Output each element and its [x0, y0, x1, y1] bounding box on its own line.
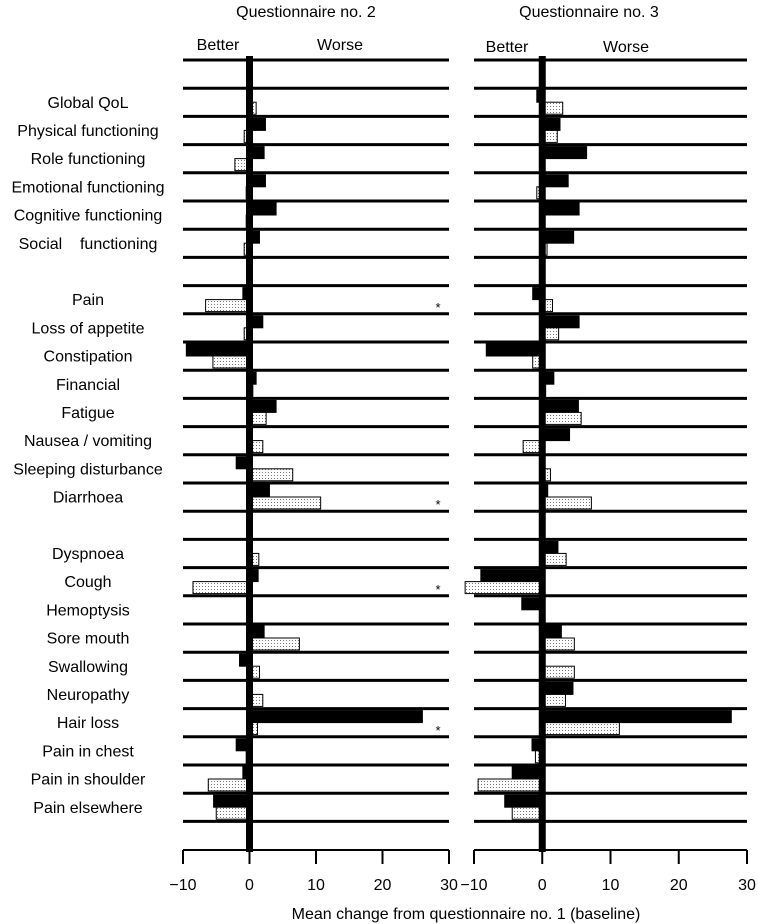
- category-label: Loss of appetite: [31, 320, 145, 338]
- category-label: Neuropathy: [46, 687, 130, 704]
- significance-mark: *: [435, 299, 441, 315]
- better-label-q3: Better: [485, 39, 529, 56]
- x-axis-title: Mean change from questionnaire no. 1 (baseline): [291, 906, 641, 923]
- category-label: Pain elsewhere: [33, 799, 143, 817]
- x-tick-label: 20: [669, 877, 688, 894]
- bar-dotted: [250, 469, 293, 481]
- bar-dotted: [542, 412, 581, 424]
- bar-solid: [542, 429, 569, 441]
- bar-solid: [542, 682, 573, 694]
- category-label: Pain in chest: [42, 743, 134, 761]
- significance-mark: *: [435, 722, 441, 738]
- category-label: Financial: [55, 376, 121, 394]
- bar-solid: [214, 795, 250, 807]
- bar-solid: [512, 767, 542, 779]
- bar-solid: [481, 570, 542, 582]
- category-label: Pain in shoulder: [30, 771, 146, 789]
- category-label: Swallowing: [47, 658, 129, 676]
- bar-dotted: [250, 638, 300, 650]
- category-label: Diarrhoea: [52, 489, 124, 507]
- bar-dotted: [478, 779, 542, 791]
- bar-solid: [486, 344, 542, 356]
- worse-label-q3: Worse: [603, 39, 649, 56]
- panel-title-q3: Questionnaire no. 3: [519, 4, 659, 21]
- better-label-q2: Better: [196, 37, 240, 54]
- category-label: Fatigue: [61, 405, 115, 422]
- category-label: Cough: [64, 574, 112, 592]
- row-separators: [183, 60, 747, 821]
- category-label: Emotional functioning: [11, 179, 165, 197]
- bar-dotted: [542, 723, 619, 735]
- category-label: Social functioning: [18, 235, 158, 253]
- bar-dotted: [206, 300, 250, 312]
- bar-dotted: [193, 582, 250, 594]
- x-tick-label: 10: [601, 877, 620, 894]
- category-label: Cognitive functioning: [13, 207, 163, 225]
- x-tick-label: 30: [440, 877, 458, 894]
- x-tick-label: 0: [245, 877, 254, 894]
- category-label: Hemoptysis: [46, 602, 130, 620]
- x-tick-label: −10: [169, 877, 197, 894]
- bar-solid: [542, 147, 586, 159]
- category-label: Sore mouth: [46, 630, 130, 648]
- x-tick-label: 0: [537, 877, 547, 894]
- category-label: Physical functioning: [17, 123, 159, 140]
- bar-solid: [250, 711, 423, 723]
- significance-mark: *: [435, 497, 441, 513]
- bar-dotted: [213, 356, 250, 368]
- panel-title-q2: Questionnaire no. 2: [236, 4, 376, 21]
- category-label: Hair loss: [56, 715, 120, 733]
- bar-dotted: [250, 497, 321, 509]
- bar-dotted: [542, 497, 591, 509]
- bar-solid: [250, 203, 277, 215]
- category-label: Sleeping disturbance: [13, 461, 163, 479]
- category-label: Pain: [71, 292, 105, 310]
- bar-solid: [542, 175, 568, 187]
- x-axes: [169, 850, 756, 894]
- bar-solid: [542, 231, 573, 243]
- category-label: Dyspnoea: [51, 546, 125, 563]
- bar-solid: [542, 711, 731, 723]
- bar-dotted: [208, 779, 249, 791]
- bar-solid: [250, 400, 277, 412]
- category-label: Constipation: [43, 348, 133, 366]
- x-tick-label: −10: [460, 877, 488, 894]
- bar-solid: [186, 344, 249, 356]
- bar-solid: [542, 316, 579, 328]
- bar-dotted: [542, 666, 574, 678]
- bar-dotted: [542, 638, 574, 650]
- category-labels: [12, 95, 165, 817]
- x-tick-label: 30: [738, 877, 756, 894]
- bar-solid: [505, 795, 543, 807]
- significance-marks: [435, 300, 440, 738]
- worse-label-q2: Worse: [317, 37, 363, 54]
- bar-dotted: [512, 807, 542, 819]
- category-label: Global QoL: [47, 94, 129, 112]
- bar-dotted: [542, 553, 566, 565]
- x-tick-label: 10: [307, 877, 325, 894]
- bar-dotted: [465, 582, 542, 594]
- x-tick-label: 20: [373, 877, 392, 894]
- significance-mark: *: [435, 581, 441, 597]
- bar-solid: [542, 400, 578, 412]
- category-label: Role functioning: [30, 151, 146, 169]
- bar-dotted: [216, 807, 249, 819]
- category-label: Nausea / vomiting: [23, 433, 153, 451]
- bar-solid: [542, 203, 579, 215]
